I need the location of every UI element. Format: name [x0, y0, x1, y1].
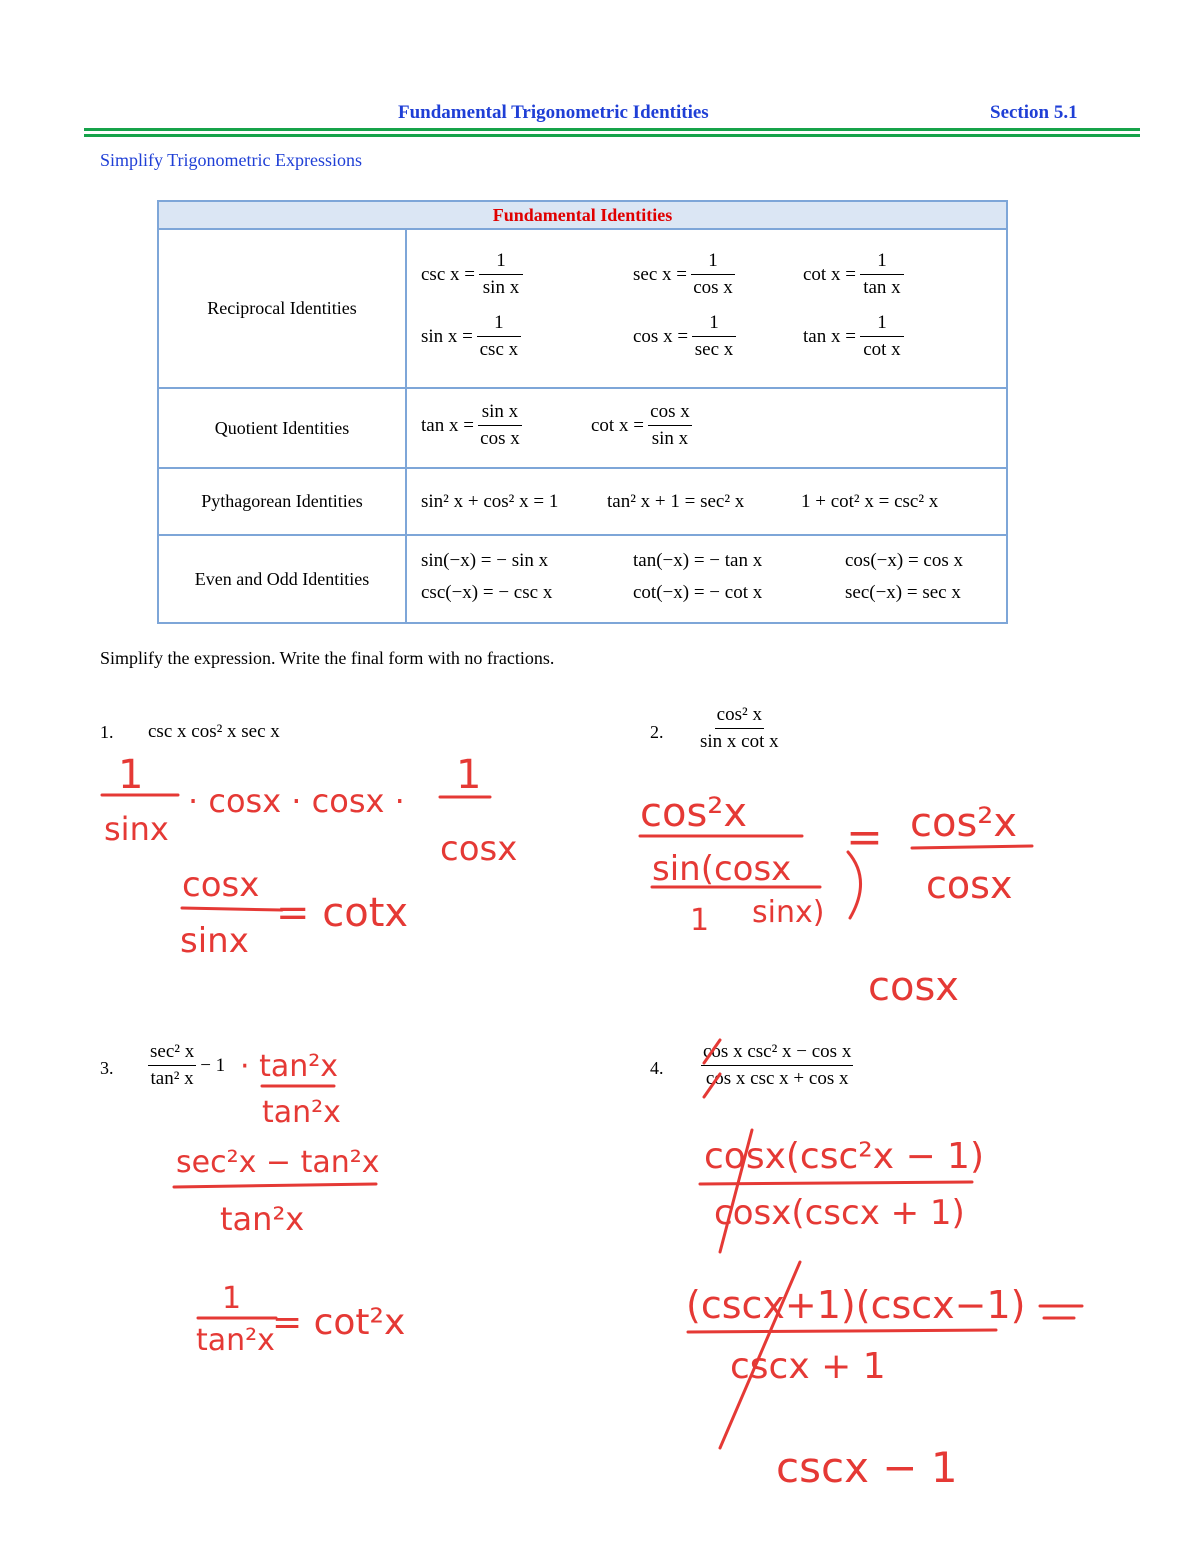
instructions: Simplify the expression. Write the final form with no fractions.: [100, 648, 555, 668]
pythagorean-1: sin² x + cos² x = 1: [421, 491, 559, 512]
row-label-pythagorean: Pythagorean Identities: [158, 468, 406, 535]
hw-p4-equals: =: [1042, 1326, 1043, 1327]
hw-p3-one: 1: [222, 1281, 242, 1316]
even-odd-cot: cot(−x) = − cot x: [633, 582, 763, 603]
hw-p2-result: cosx: [868, 964, 959, 1010]
even-odd-tan: tan(−x) = − tan x: [633, 550, 763, 571]
hw-p1-sinx: sinx: [104, 810, 169, 848]
section-label: Section 5.1: [990, 102, 1078, 123]
hw-p2-cos2x: cos²x: [640, 790, 748, 836]
identity-sec: sec x = $\frac{1}{\text{cos x}}$: [633, 250, 739, 299]
quotient-cot: cot x = $\frac{\text{cos x}}{\text{sin x}}$: [591, 401, 696, 450]
hw-p2-cosx-den: cosx: [926, 863, 1013, 907]
hw-p3-numerator: sec²x − tan²x: [176, 1145, 380, 1180]
hw-p1-one-2: 1: [456, 752, 482, 798]
hw-p1-sinx-den: sinx: [180, 921, 249, 961]
identity-cot: cot x = $\frac{1}{\text{tan x}}$: [803, 250, 908, 299]
even-odd-sin: sin(−x) = − sin x: [421, 550, 549, 571]
problem-3-expression: $\frac{\text{sec² x}}{\text{tan² x}}$ − 1: [150, 1041, 226, 1089]
problem-3-number: 3.: [100, 1058, 114, 1078]
pythagorean-3: 1 + cot² x = csc² x: [801, 491, 939, 512]
pythagorean-2: tan² x + 1 = sec² x: [607, 491, 745, 512]
table-title: Fundamental Identities: [158, 201, 1007, 229]
hw-p4-bar-1: [700, 1182, 972, 1184]
hw-p3-denominator: tan²x: [220, 1200, 305, 1238]
hw-p1-result: = cotx: [276, 890, 409, 936]
subheading: Simplify Trigonometric Expressions: [100, 150, 363, 170]
row-label-reciprocal: Reciprocal Identities: [158, 229, 406, 388]
hw-p1-one: 1: [118, 752, 144, 798]
problem-1-expression: csc x cos² x sec x: [148, 721, 280, 742]
even-odd-csc: csc(−x) = − csc x: [421, 582, 553, 603]
hw-p1-cosx: cosx: [440, 829, 518, 869]
quotient-tan: tan x = $\frac{\text{sin x}}{\text{cos x}}$: [421, 401, 526, 450]
identity-csc: csc x = $\frac{1}{\text{sin x}}$: [421, 250, 527, 299]
hw-p2-equals: =: [846, 812, 883, 863]
problem-2-number: 2.: [650, 722, 664, 742]
hw-p2-one: 1: [690, 903, 710, 938]
even-odd-sec: sec(−x) = sec x: [845, 582, 961, 603]
hw-p4-den-2: cscx + 1: [730, 1346, 886, 1387]
hw-p2-bar-3: [912, 846, 1032, 848]
hw-p4-denominator: cosx(cscx + 1): [714, 1193, 965, 1233]
hw-p3-tan2x-den: tan²x: [262, 1095, 341, 1130]
problem-2-expression: $\frac{\text{cos² x}}{\text{sin x cot x}}$: [700, 704, 779, 752]
hw-p2-sin: sin(cosx: [652, 849, 792, 889]
hw-p4-strike-1: [704, 1040, 720, 1063]
problem-1-number: 1.: [100, 722, 114, 742]
hw-p4-result: cscx − 1: [776, 1443, 958, 1492]
hw-p1-cosx-num: cosx: [182, 865, 260, 905]
even-odd-cos: cos(−x) = cos x: [845, 550, 963, 571]
hw-p4-strike-2: [704, 1074, 720, 1097]
hw-p3-bar-2: [174, 1184, 376, 1187]
problem-4-expression: $\frac{\text{cos x csc² x − cos x}}{\text{cos x csc x + cos x}}$: [703, 1041, 852, 1089]
identity-sin: sin x = $\frac{1}{\text{csc x}}$: [421, 312, 525, 361]
identity-tan: tan x = $\frac{1}{\text{cot x}}$: [803, 312, 908, 361]
row-label-even-odd: Even and Odd Identities: [158, 535, 406, 623]
hw-p2-sinx: sinx): [752, 895, 825, 930]
page-title: Fundamental Trigonometric Identities: [398, 102, 709, 123]
hw-p4-numerator: cosx(csc²x − 1): [704, 1136, 985, 1177]
hw-p1-bar-3: [182, 908, 282, 910]
hw-p3-result: = cot²x: [272, 1302, 406, 1343]
hw-p3-tan2x-num: · tan²x: [240, 1049, 339, 1084]
identity-cos: cos x = $\frac{1}{\text{sec x}}$: [633, 312, 740, 361]
hw-p2-cos2x-right: cos²x: [910, 800, 1018, 846]
hw-p4-bar-2: [688, 1330, 996, 1332]
row-label-quotient: Quotient Identities: [158, 388, 406, 468]
problem-4-number: 4.: [650, 1058, 664, 1078]
hw-p1-middle: · cosx · cosx ·: [188, 782, 405, 820]
hw-p4-factored: (cscx+1)(cscx−1): [686, 1283, 1026, 1327]
hw-p3-tan2x-final: tan²x: [196, 1323, 275, 1358]
